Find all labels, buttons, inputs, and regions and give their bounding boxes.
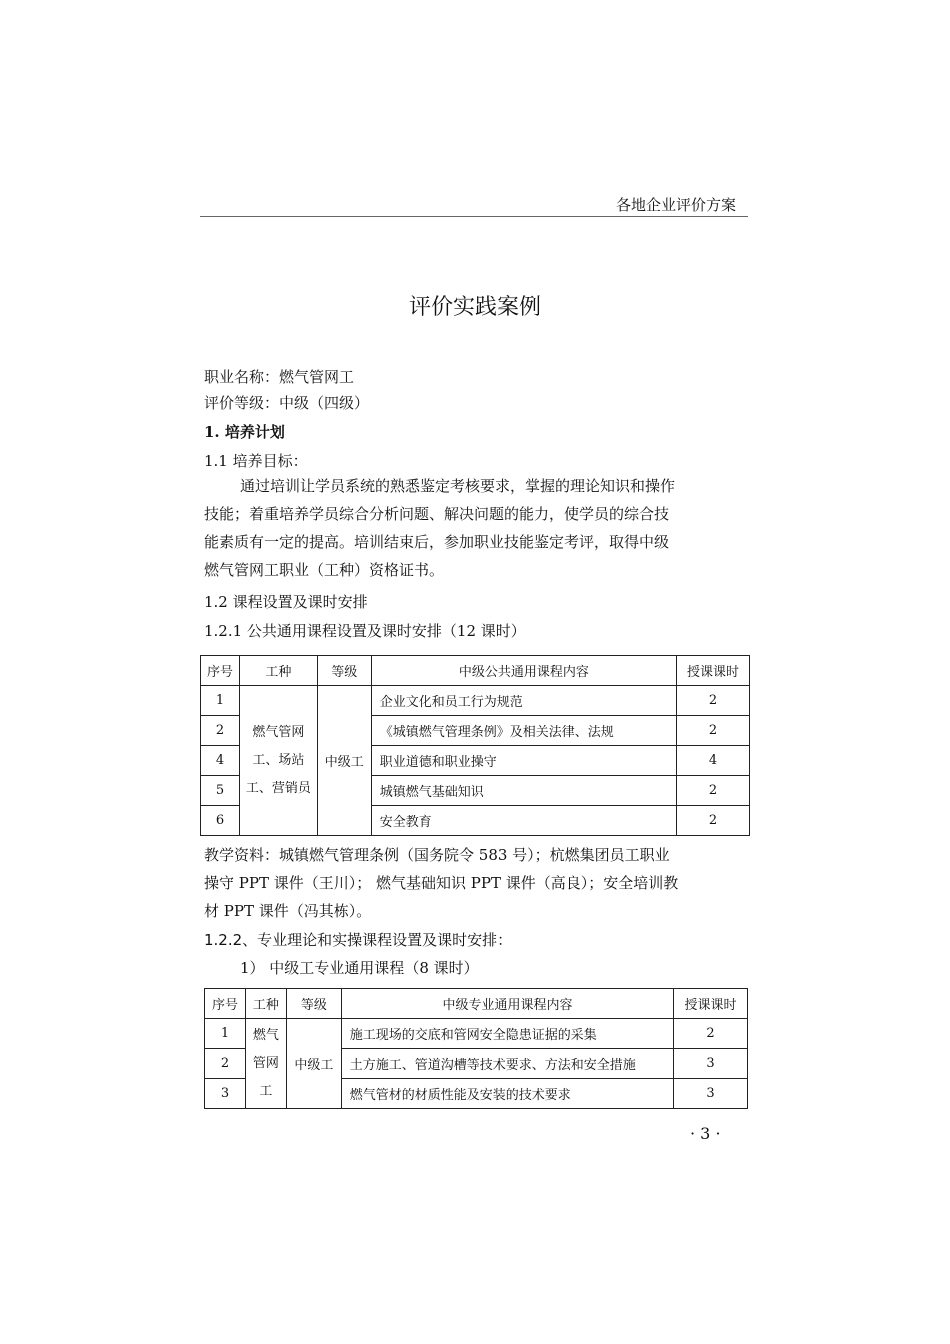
course-hours: 3 (674, 1049, 748, 1079)
course-hours: 2 (677, 776, 750, 806)
level-cell: 中级工 (317, 686, 371, 836)
table-header-row (201, 656, 750, 686)
row-number: 5 (201, 776, 240, 806)
row-number: 6 (201, 806, 240, 836)
goal-paragraph (204, 472, 704, 584)
level-line: 评价等级：中级（四级） (204, 394, 370, 412)
table-header-cell: 授课课时 (677, 656, 750, 686)
materials-line: 教学资料：城镇燃气管理条例（国务院令 583 号）；杭燃集团员工职业 (204, 846, 670, 864)
materials-paragraph (204, 841, 744, 925)
course-content: 《城镇燃气管理条例》及相关法律、法规 (371, 716, 676, 746)
materials-line: 操守 PPT 课件（王川）； 燃气基础知识 PPT 课件（高良）；安全培训教 (204, 874, 679, 892)
page-title: 评价实践案例 (408, 295, 541, 320)
row-number: 3 (205, 1079, 246, 1109)
course-content: 城镇燃气基础知识 (371, 776, 676, 806)
course-content: 安全教育 (371, 806, 676, 836)
row-number: 2 (201, 716, 240, 746)
page-header (200, 192, 748, 217)
table-row (205, 1019, 748, 1049)
course-content: 企业文化和员工行为规范 (371, 686, 676, 716)
professional-course-table (204, 988, 748, 1109)
subsection-heading: 1） 中级工专业通用课程（8 课时） (240, 959, 479, 977)
course-hours: 2 (677, 686, 750, 716)
goal-line: 燃气管网工职业（工种）资格证书。 (204, 561, 445, 579)
table-row (201, 686, 750, 716)
header-title: 各地企业评价方案 (615, 196, 736, 214)
occupation-line: 职业名称：燃气管网工 (204, 368, 355, 386)
table-header-cell: 中级公共通用课程内容 (371, 656, 676, 686)
job-line: 管网 (252, 1055, 279, 1071)
job-line: 工 (259, 1083, 273, 1099)
public-course-table (200, 655, 750, 836)
course-content: 施工现场的交底和管网安全隐患证据的采集 (341, 1019, 673, 1049)
section-heading-1-2-1: 1.2.1 公共通用课程设置及课时安排（12 课时） (204, 622, 526, 640)
section-heading-1-1: 1.1 培养目标： (204, 452, 308, 470)
job-line: 工、场站 (252, 752, 305, 768)
job-cell (245, 1019, 286, 1109)
section-heading-1-2-2: 1.2.2、专业理论和实操课程设置及课时安排： (204, 931, 513, 949)
table-header-cell: 中级专业通用课程内容 (341, 989, 673, 1019)
table-header-cell: 工种 (245, 989, 286, 1019)
materials-line: 材 PPT 课件（冯其栋）。 (204, 902, 372, 920)
level-cell: 中级工 (286, 1019, 341, 1109)
course-content: 职业道德和职业操守 (371, 746, 676, 776)
course-hours: 2 (677, 806, 750, 836)
course-hours: 3 (674, 1079, 748, 1109)
goal-line: 通过培训让学员系统的熟悉鉴定考核要求，掌握的理论知识和操作 (240, 477, 676, 495)
table-header-cell: 序号 (201, 656, 240, 686)
job-line: 燃气管网 (252, 724, 305, 740)
course-content: 燃气管材的材质性能及安装的技术要求 (341, 1079, 673, 1109)
table-header-cell: 工种 (239, 656, 317, 686)
job-line: 工、营销员 (245, 780, 311, 796)
job-cell (239, 686, 317, 836)
row-number: 1 (205, 1019, 246, 1049)
course-hours: 2 (677, 716, 750, 746)
row-number: 2 (205, 1049, 246, 1079)
course-hours: 2 (674, 1019, 748, 1049)
section-heading-1-2: 1.2 课程设置及课时安排 (204, 593, 368, 611)
row-number: 1 (201, 686, 240, 716)
course-content: 土方施工、管道沟槽等技术要求、方法和安全措施 (341, 1049, 673, 1079)
goal-line: 技能；着重培养学员综合分析问题、解决问题的能力，使学员的综合技 (204, 505, 670, 523)
goal-line: 能素质有一定的提高。培训结束后，参加职业技能鉴定考评，取得中级 (204, 533, 670, 551)
row-number: 4 (201, 746, 240, 776)
table-header-row (205, 989, 748, 1019)
job-line: 燃气 (252, 1027, 279, 1043)
section-heading-1: 1. 培养计划 (204, 423, 285, 441)
table-header-cell: 等级 (286, 989, 341, 1019)
course-hours: 4 (677, 746, 750, 776)
table-header-cell: 序号 (205, 989, 246, 1019)
page-number: · 3 · (690, 1124, 721, 1143)
table-header-cell: 等级 (317, 656, 371, 686)
table-header-cell: 授课课时 (674, 989, 748, 1019)
